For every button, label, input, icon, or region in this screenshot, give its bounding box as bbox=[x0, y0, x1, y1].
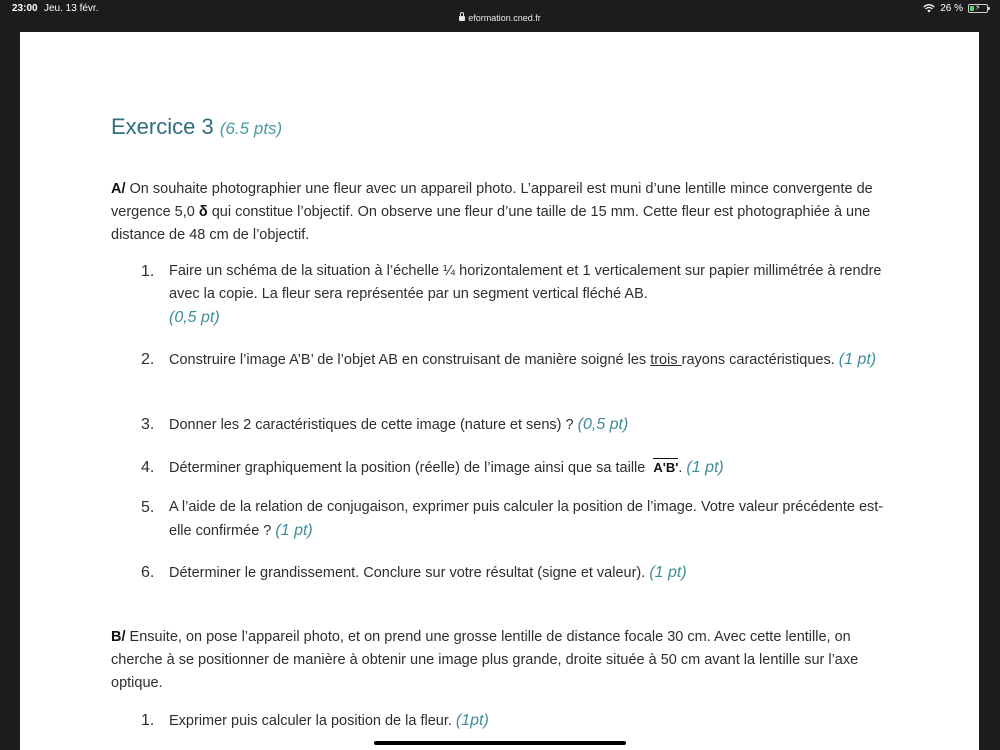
charging-bolt-icon: ⚡ bbox=[975, 3, 981, 12]
document-page bbox=[20, 32, 979, 750]
status-bar bbox=[0, 0, 1000, 32]
question-text bbox=[169, 260, 889, 330]
exercise-title-text: Exercice 3 bbox=[111, 114, 214, 139]
question-body-end: rayons caractéristiques. bbox=[681, 352, 835, 368]
lock-icon bbox=[459, 16, 465, 21]
url-text: eformation.cned.fr bbox=[468, 13, 541, 23]
question-text bbox=[169, 348, 889, 372]
part-a-intro bbox=[111, 178, 901, 247]
part-b-label: B/ bbox=[111, 629, 126, 645]
question-points: (1pt) bbox=[455, 712, 489, 729]
question-underlined-word: trois bbox=[650, 352, 682, 368]
battery-fill bbox=[970, 6, 974, 11]
question-body: Déterminer graphiquement la position (réelle) de l’image ainsi que sa taille bbox=[169, 460, 646, 476]
question-text bbox=[169, 496, 889, 543]
question-number: 6. bbox=[141, 564, 155, 581]
home-indicator[interactable] bbox=[374, 741, 626, 745]
question-points: (1 pt) bbox=[686, 459, 724, 476]
question-number: 3. bbox=[141, 416, 155, 433]
question-points: (1 pt) bbox=[275, 522, 313, 539]
question-period: . bbox=[678, 460, 683, 476]
question-body: Faire un schéma de la situation à l’échelle ¼ horizontalement et 1 verticalement sur papier millimétrée à rendre avec la copie. La fleur sera représentée par un segment vertical fléché AB. bbox=[169, 263, 882, 302]
question-number: 1. bbox=[141, 712, 155, 729]
question-number: 2. bbox=[141, 351, 155, 368]
question-points: (1 pt) bbox=[649, 564, 687, 581]
question-text bbox=[169, 413, 889, 437]
status-time: 23:00 bbox=[12, 3, 38, 14]
question-body: Exprimer puis calculer la position de la fleur. bbox=[169, 713, 452, 729]
exercise-points: (6.5 pts) bbox=[219, 119, 283, 138]
question-body: Construire l’image A’B’ de l’objet AB en construisant de manière soigné les bbox=[169, 352, 651, 368]
question-points: (0,5 pt) bbox=[577, 416, 629, 433]
question-text bbox=[169, 456, 889, 480]
battery-icon bbox=[968, 4, 988, 13]
question-text bbox=[169, 709, 889, 733]
status-date: Jeu. 13 févr. bbox=[44, 3, 99, 14]
question-body: A l’aide de la relation de conjugaison, exprimer puis calculer la position de l’image. Votre valeur précédente est-elle confirmée ? bbox=[169, 499, 884, 539]
part-a-text-2: qui constitue l’objectif. On observe une fleur d’une taille de 15 mm. Cette fleur est photographiée à une distance de 48 cm de l’objectif. bbox=[111, 204, 871, 243]
question-body: Donner les 2 caractéristiques de cette image (nature et sens) ? bbox=[169, 417, 574, 433]
question-body: Déterminer le grandissement. Conclure sur votre résultat (signe et valeur). bbox=[169, 565, 646, 581]
part-a-delta-symbol: δ bbox=[198, 204, 208, 220]
battery-percent: 26 % bbox=[940, 3, 963, 14]
question-text bbox=[169, 561, 889, 585]
question-points: (1 pt) bbox=[838, 351, 877, 368]
question-number: 1. bbox=[141, 263, 155, 280]
part-b-intro bbox=[111, 626, 901, 695]
wifi-icon bbox=[923, 4, 935, 13]
question-number: 5. bbox=[141, 499, 155, 516]
question-points: (0,5 pt) bbox=[169, 309, 220, 326]
part-a-text-1: On souhaite photographier une fleur avec un appareil photo. L’appareil est muni d’une lentille mince convergente de vergence 5,0 bbox=[111, 181, 873, 220]
exercise-title bbox=[111, 114, 282, 140]
part-a-label: A/ bbox=[111, 181, 126, 197]
image-size-label: A'B' bbox=[653, 460, 679, 475]
address-bar[interactable] bbox=[0, 13, 1000, 23]
part-b-text: Ensuite, on pose l’appareil photo, et on prend une grosse lentille de distance focale 30 cm. Avec cette lentille, on cherche à se positionner de manière à obtenir une image plus grande, droite située à 50 cm avant la lentille sur l’axe optique. bbox=[111, 629, 859, 691]
question-number: 4. bbox=[141, 459, 155, 476]
